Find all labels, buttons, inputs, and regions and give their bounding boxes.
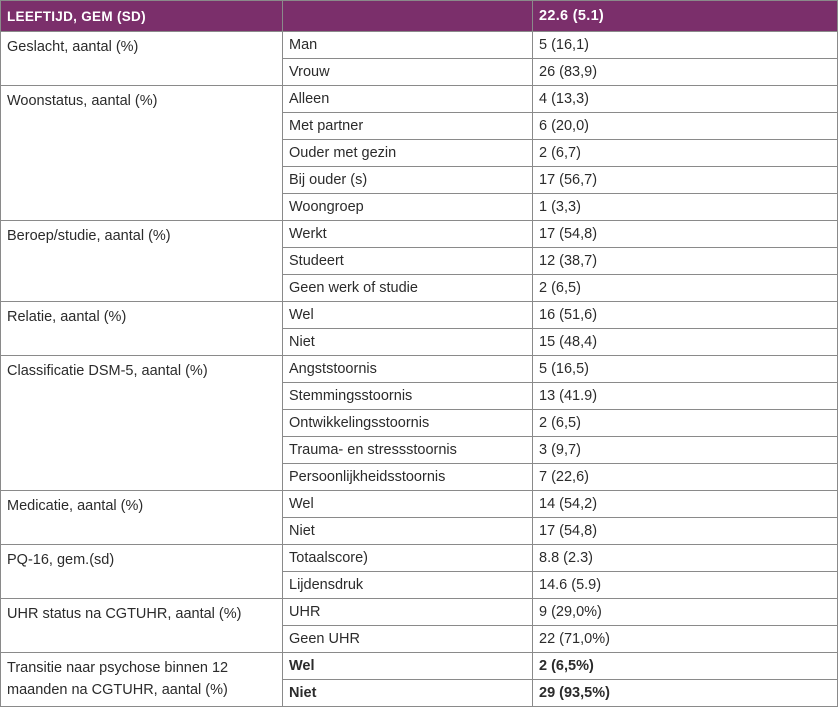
table-row bbox=[1, 221, 838, 248]
category-cell: Medicatie, aantal (%) bbox=[1, 491, 283, 545]
value-cell: 2 (6,7) bbox=[533, 140, 838, 167]
option-cell: Geen werk of studie bbox=[283, 275, 533, 302]
option-cell: Studeert bbox=[283, 248, 533, 275]
option-cell: Totaalscore) bbox=[283, 545, 533, 572]
option-cell: Wel bbox=[283, 491, 533, 518]
value-cell: 3 (9,7) bbox=[533, 437, 838, 464]
value-cell: 17 (54,8) bbox=[533, 221, 838, 248]
option-cell: Bij ouder (s) bbox=[283, 167, 533, 194]
option-cell: Wel bbox=[283, 653, 533, 680]
value-cell: 26 (83,9) bbox=[533, 59, 838, 86]
table-row bbox=[1, 599, 838, 626]
option-cell: Niet bbox=[283, 329, 533, 356]
value-cell: 2 (6,5%) bbox=[533, 653, 838, 680]
option-cell: Persoonlijkheidsstoornis bbox=[283, 464, 533, 491]
value-cell: 16 (51,6) bbox=[533, 302, 838, 329]
option-cell: Niet bbox=[283, 680, 533, 707]
value-cell: 15 (48,4) bbox=[533, 329, 838, 356]
value-cell: 1 (3,3) bbox=[533, 194, 838, 221]
value-cell: 13 (41.9) bbox=[533, 383, 838, 410]
option-cell: Man bbox=[283, 32, 533, 59]
header-value: 22.6 (5.1) bbox=[533, 1, 838, 32]
value-cell: 7 (22,6) bbox=[533, 464, 838, 491]
header-middle bbox=[283, 1, 533, 32]
value-cell: 12 (38,7) bbox=[533, 248, 838, 275]
option-cell: Angststoornis bbox=[283, 356, 533, 383]
option-cell: Trauma- en stressstoornis bbox=[283, 437, 533, 464]
category-cell: Relatie, aantal (%) bbox=[1, 302, 283, 356]
value-cell: 17 (54,8) bbox=[533, 518, 838, 545]
value-cell: 5 (16,5) bbox=[533, 356, 838, 383]
option-cell: Lijdensdruk bbox=[283, 572, 533, 599]
header-label: LEEFTIJD, GEM (SD) bbox=[1, 1, 283, 32]
category-cell: PQ-16, gem.(sd) bbox=[1, 545, 283, 599]
category-cell: Woonstatus, aantal (%) bbox=[1, 86, 283, 221]
value-cell: 14 (54,2) bbox=[533, 491, 838, 518]
value-cell: 29 (93,5%) bbox=[533, 680, 838, 707]
value-cell: 22 (71,0%) bbox=[533, 626, 838, 653]
value-cell: 2 (6,5) bbox=[533, 410, 838, 437]
table-row bbox=[1, 545, 838, 572]
option-cell: Wel bbox=[283, 302, 533, 329]
value-cell: 2 (6,5) bbox=[533, 275, 838, 302]
value-cell: 14.6 (5.9) bbox=[533, 572, 838, 599]
table-row bbox=[1, 491, 838, 518]
value-cell: 6 (20,0) bbox=[533, 113, 838, 140]
value-cell: 4 (13,3) bbox=[533, 86, 838, 113]
category-cell: Classificatie DSM-5, aantal (%) bbox=[1, 356, 283, 491]
category-cell: UHR status na CGTUHR, aantal (%) bbox=[1, 599, 283, 653]
table-row bbox=[1, 302, 838, 329]
option-cell: Geen UHR bbox=[283, 626, 533, 653]
option-cell: Ouder met gezin bbox=[283, 140, 533, 167]
table-row bbox=[1, 32, 838, 59]
value-cell: 9 (29,0%) bbox=[533, 599, 838, 626]
option-cell: Met partner bbox=[283, 113, 533, 140]
table-row bbox=[1, 356, 838, 383]
option-cell: Vrouw bbox=[283, 59, 533, 86]
option-cell: Ontwikkelingsstoornis bbox=[283, 410, 533, 437]
table-body bbox=[1, 32, 838, 707]
option-cell: Alleen bbox=[283, 86, 533, 113]
category-cell: Geslacht, aantal (%) bbox=[1, 32, 283, 86]
option-cell: UHR bbox=[283, 599, 533, 626]
option-cell: Woongroep bbox=[283, 194, 533, 221]
table-row bbox=[1, 653, 838, 680]
option-cell: Stemmingsstoornis bbox=[283, 383, 533, 410]
option-cell: Niet bbox=[283, 518, 533, 545]
category-cell: Transitie naar psychose binnen 12 maanden na CGTUHR, aantal (%) bbox=[1, 653, 283, 707]
category-cell: Beroep/studie, aantal (%) bbox=[1, 221, 283, 302]
value-cell: 5 (16,1) bbox=[533, 32, 838, 59]
value-cell: 17 (56,7) bbox=[533, 167, 838, 194]
value-cell: 8.8 (2.3) bbox=[533, 545, 838, 572]
table-header-row bbox=[1, 1, 838, 32]
option-cell: Werkt bbox=[283, 221, 533, 248]
table-row bbox=[1, 86, 838, 113]
